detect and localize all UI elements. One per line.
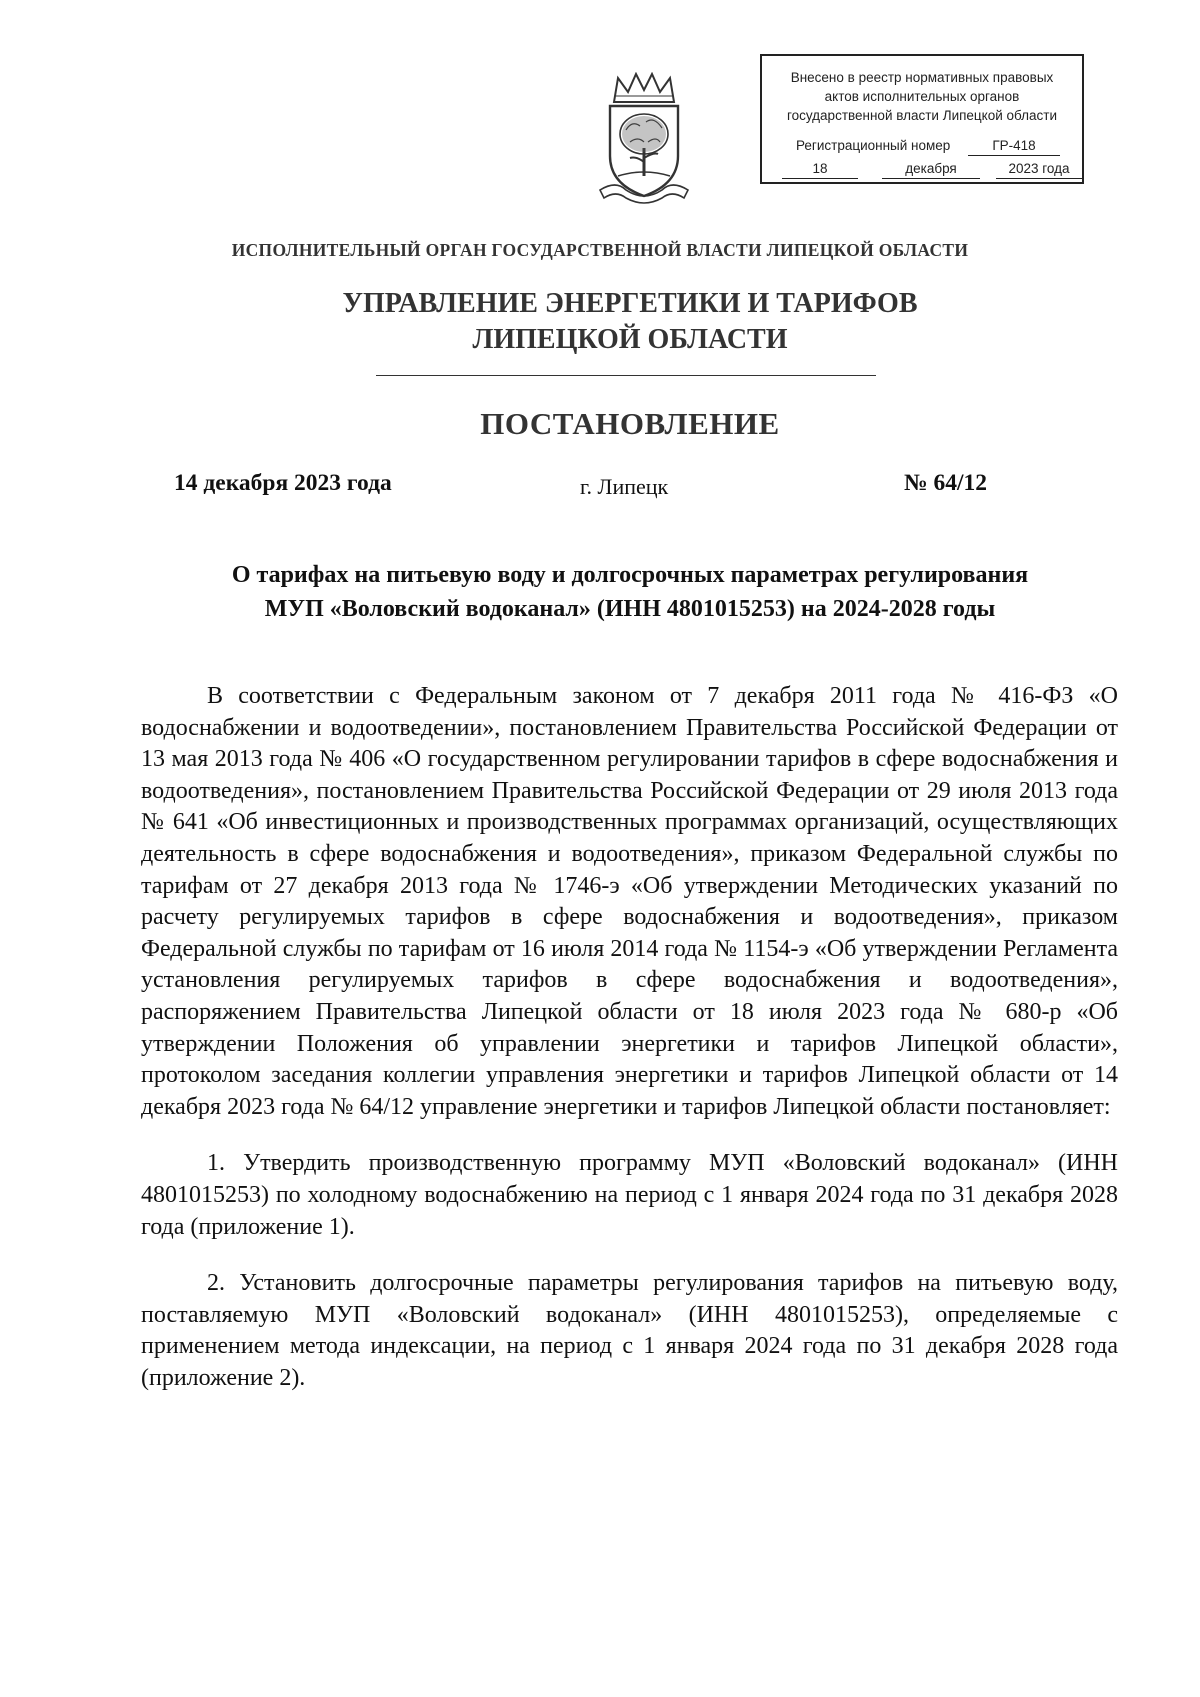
item-1-paragraph: 1. Утвердить производственную программу МУП «Воловский водоканал» (ИНН 4801015253) по холодному водоснабжению на период с 1 января 2024 года по 31 декабря 2028 года (приложение 1).: [141, 1150, 1118, 1240]
stamp-line-1: Внесено в реестр нормативных правовых: [790, 70, 1054, 85]
document-subject: [100, 558, 1160, 626]
document-type: ПОСТАНОВЛЕНИЕ: [480, 406, 780, 441]
stamp-registration-row: [786, 136, 1066, 156]
issuing-authority: ИСПОЛНИТЕЛЬНЫЙ ОРГАН ГОСУДАРСТВЕННОЙ ВЛАСТИ ЛИПЕЦКОЙ ОБЛАСТИ: [231, 240, 969, 260]
stamp-line-2: актов исполнительных органов: [824, 89, 1020, 104]
preamble-paragraph: В соответствии с Федеральным законом от 7 декабря 2011 года № 416-ФЗ «О водоснабжении и водоотведении», постановлением Правительства Российской Федерации от 13 мая 2013 года № 406 «О государственном регулировании тарифов в сфере водоснабжения и водоотведения», постановлением Правительства Российской Федерации от 29 июля 2013 года № 641 «Об инвестиционных и производственных программах организаций, осуществляющих деятельность в сфере водоснабжения и водоотведения», приказом Федеральной службы по тарифам от 27 декабря 2013 года № 1746-э «Об утверждении Методических указаний по расчету регулируемых тарифов в сфере водоснабжения и водоотведения», приказом Федеральной службы по тарифам от 16 июля 2014 года № 1154-э «Об утверждении Регламента установления регулируемых тарифов в сфере водоснабжения и водоотведения», распоряжением Правительства Липецкой области от 18 июля 2023 года № 680-р «Об утверждении Положения об управлении энергетики и тарифов Липецкой области», протоколом заседания коллегии управления энергетики и тарифов Липецкой области от 14 декабря 2023 года № 64/12 управление энергетики и тарифов Липецкой области постановляет:: [141, 683, 1118, 1120]
registry-stamp: [760, 54, 1084, 184]
document-body: [141, 681, 1118, 1394]
stamp-year: 2023 года: [996, 159, 1082, 179]
document-date: 14 декабря 2023 года: [174, 470, 392, 496]
stamp-date-row: [786, 159, 1070, 179]
department-line-2: ЛИПЕЦКОЙ ОБЛАСТИ: [472, 324, 788, 355]
document-number: № 64/12: [904, 470, 988, 496]
item-2-paragraph: 2. Установить долгосрочные параметры регулирования тарифов на питьевую воду, поставляемую МУП «Воловский водоканал» (ИНН 4801015253), определяемые с применением метода индексации, на период с 1 января 2024 года по 31 декабря 2028 года (приложение 2).: [141, 1270, 1118, 1391]
stamp-line-3: государственной власти Липецкой области: [786, 108, 1058, 123]
coat-of-arms-icon: [596, 72, 692, 204]
stamp-month: декабря: [882, 159, 980, 179]
subject-line-1: О тарифах на питьевую воду и долгосрочных параметрах регулирования: [231, 562, 1029, 588]
stamp-day: 18: [782, 159, 858, 179]
subject-line-2: МУП «Воловский водоканал» (ИНН 4801015253) на 2024-2028 годы: [264, 596, 996, 622]
stamp-reg-label: Регистрационный номер: [796, 138, 951, 153]
department-line-1: УПРАВЛЕНИЕ ЭНЕРГЕТИКИ И ТАРИФОВ: [342, 288, 918, 319]
stamp-reg-number: ГР-418: [968, 136, 1060, 156]
document-city: г. Липецк: [580, 474, 669, 499]
header-divider: [376, 375, 876, 376]
department-name: [0, 286, 1200, 358]
